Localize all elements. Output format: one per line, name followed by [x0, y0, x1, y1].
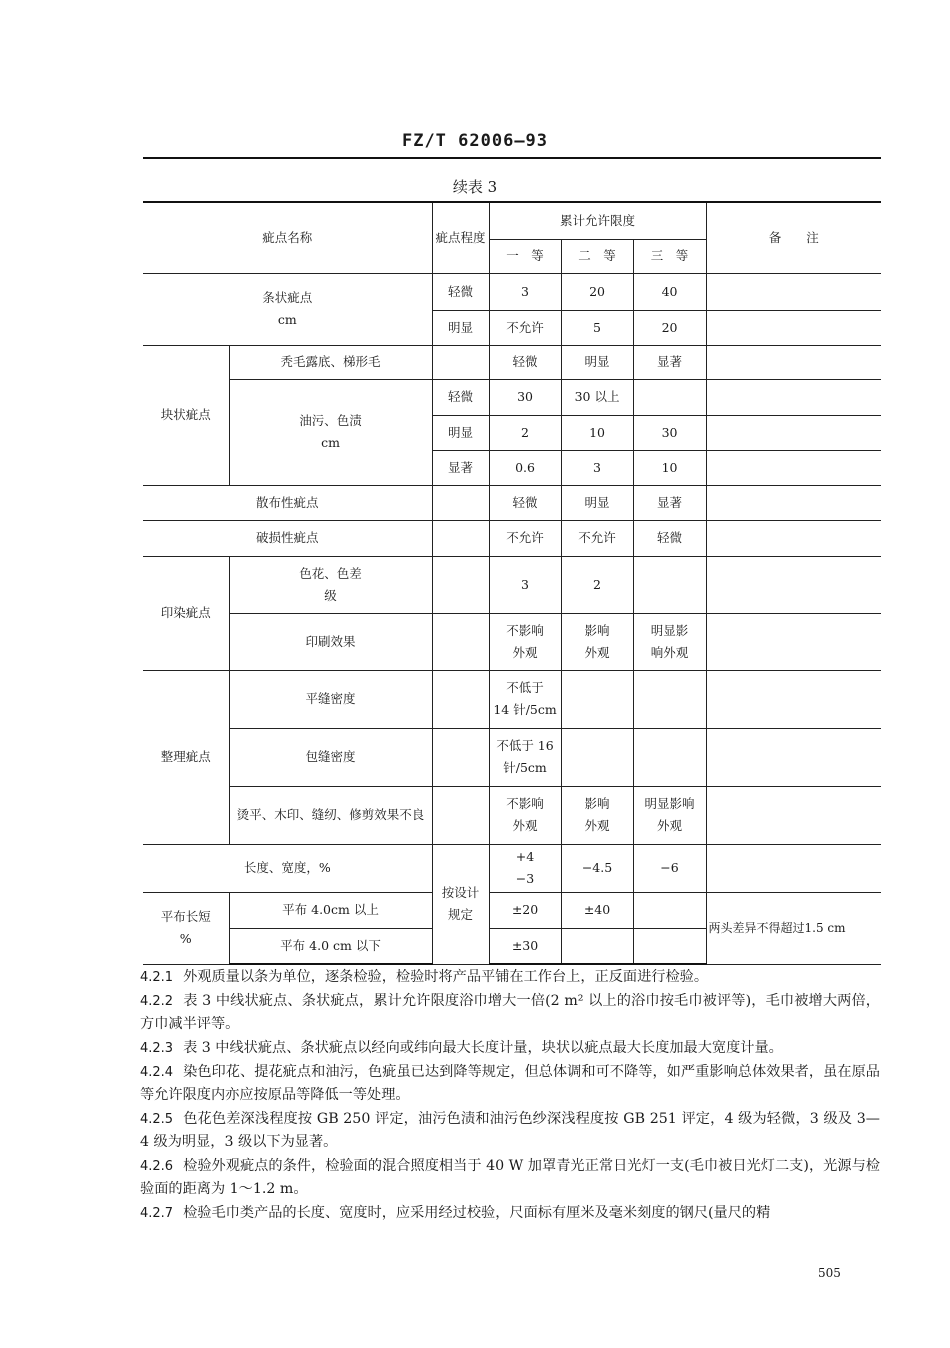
- grade1-cell: [489, 670, 561, 728]
- remark-cell: [706, 728, 881, 786]
- grade3-cell: −6: [633, 844, 706, 892]
- grade2-cell: [561, 670, 633, 728]
- cell-line: 不影响: [506, 622, 544, 638]
- grade3-cell: [633, 928, 706, 964]
- clause-text: 外观质量以条为单位，逐条检验，检验时将产品平铺在工作台上，正反面进行检验。: [183, 969, 709, 985]
- clause-number: 4.2.7: [140, 1206, 174, 1221]
- clause: [140, 1061, 880, 1107]
- cell-line: 规定: [448, 907, 474, 922]
- clause: [140, 1202, 880, 1225]
- grade1-cell: ±30: [489, 928, 561, 964]
- remark-cell: [706, 415, 881, 450]
- grade1-cell: 3: [489, 556, 561, 613]
- degree-cell: 轻微: [432, 379, 489, 415]
- degree-cell: 显著: [432, 450, 489, 485]
- clause: [140, 966, 880, 989]
- clause-text: 染色印花、提花疵点和油污，色疵虽已达到降等规定，但总体调和可不降等，如严重影响总体效果者，虽在原品等允许限度内亦应按原品等降低一等处理。: [140, 1064, 880, 1103]
- clause: [140, 1037, 880, 1060]
- grade2-cell: [561, 728, 633, 786]
- strip-defect-label: [143, 273, 432, 345]
- header-defect-degree: 疵点程度: [432, 202, 489, 273]
- flat-under-name: 平布 4.0 cm 以下: [229, 928, 432, 964]
- flat-length-diff-group: [143, 892, 229, 964]
- grade2-cell: 明显: [561, 485, 633, 520]
- grade3-cell: 显著: [633, 485, 706, 520]
- bald-defect-name: 秃毛露底、梯形毛: [229, 345, 432, 379]
- degree-cell: [432, 485, 489, 520]
- grade2-cell: 5: [561, 310, 633, 345]
- clause: [140, 990, 880, 1036]
- grade2-cell: 10: [561, 415, 633, 450]
- clause-text: 表 3 中线状疵点、条状疵点以经向或纬向最大长度计量，块状以疵点最大长度加最大宽度计量。: [183, 1040, 783, 1056]
- degree-cell: [432, 786, 489, 844]
- cell-line: 外观: [512, 818, 538, 833]
- cell-line: −3: [515, 871, 535, 886]
- grade3-cell: [633, 786, 706, 844]
- grade1-cell: 3: [489, 273, 561, 310]
- grade3-cell: [633, 892, 706, 928]
- grade2-cell: 明显: [561, 345, 633, 379]
- clause-number: 4.2.1: [140, 970, 174, 985]
- cell-line: 针/5cm: [503, 760, 547, 775]
- flat-seam-name: 平缝密度: [229, 670, 432, 728]
- degree-cell: [432, 728, 489, 786]
- strip-defect-name: 条状疵点: [262, 290, 313, 305]
- grade3-cell: [633, 379, 706, 415]
- grade1-cell: [489, 786, 561, 844]
- degree-cell: [432, 345, 489, 379]
- cell-line: 外观: [584, 644, 610, 660]
- remark-cell: [706, 786, 881, 844]
- remark-cell: [706, 670, 881, 728]
- scattered-defect-name: 散布性疵点: [143, 485, 432, 520]
- table-caption: 续表 3: [452, 178, 498, 196]
- degree-cell: [432, 556, 489, 613]
- remark-cell: [706, 844, 881, 892]
- remark-cell: [706, 556, 881, 613]
- grade1-cell: 不允许: [489, 310, 561, 345]
- oil-defect-name: 油污、色渍: [299, 413, 362, 428]
- grade2-cell: 2: [561, 556, 633, 613]
- grade1-cell: [489, 728, 561, 786]
- degree-cell: 轻微: [432, 273, 489, 310]
- clause-number: 4.2.6: [140, 1159, 174, 1174]
- remark-cell: [706, 310, 881, 345]
- degree-cell: 明显: [432, 415, 489, 450]
- cell-line: 外观: [512, 644, 538, 660]
- oil-defect-label: [229, 379, 432, 485]
- grade2-cell: [561, 928, 633, 964]
- header-grade-3: 三 等: [633, 239, 706, 273]
- block-defect-group: 块状疵点: [143, 345, 229, 485]
- clause: [140, 1108, 880, 1154]
- grade2-cell: 20: [561, 273, 633, 310]
- clause-number: 4.2.2: [140, 994, 174, 1009]
- cell-line: 不低于 16: [496, 738, 554, 753]
- grade3-cell: 20: [633, 310, 706, 345]
- grade3-cell: 显著: [633, 345, 706, 379]
- grade3-cell: [633, 670, 706, 728]
- grade1-cell: 2: [489, 415, 561, 450]
- flat-over-name: 平布 4.0cm 以上: [229, 892, 432, 928]
- grade3-cell: [633, 613, 706, 670]
- grade1-cell: [489, 613, 561, 670]
- header-grade-2: 二 等: [561, 239, 633, 273]
- clause: [140, 1155, 880, 1201]
- cell-line: 明显影响: [644, 796, 695, 811]
- cell-line: 外观: [657, 818, 683, 833]
- grade2-cell: −4.5: [561, 844, 633, 892]
- grade2-cell: 3: [561, 450, 633, 485]
- cell-line: %: [179, 931, 192, 946]
- clause-number: 4.2.5: [140, 1112, 174, 1127]
- remark-cell: [706, 485, 881, 520]
- printing-defect-group: 印染疵点: [143, 556, 229, 670]
- cell-line: 外观: [584, 818, 610, 833]
- grade1-cell: ±20: [489, 892, 561, 928]
- length-diff-remark: 两头差异不得超过1.5 cm: [706, 892, 881, 964]
- degree-cell: 明显: [432, 310, 489, 345]
- grade2-cell: ±40: [561, 892, 633, 928]
- grade3-cell: 40: [633, 273, 706, 310]
- print-effect-name: 印刷效果: [229, 613, 432, 670]
- header-remarks: 备 注: [706, 202, 881, 273]
- header-rule: [143, 157, 881, 159]
- grade1-cell: [489, 844, 561, 892]
- cell-line: 影响: [584, 796, 610, 811]
- finishing-defect-group: 整理疵点: [143, 670, 229, 844]
- grade3-cell: 10: [633, 450, 706, 485]
- grade3-cell: [633, 728, 706, 786]
- degree-cell: [432, 520, 489, 556]
- grade3-cell: 轻微: [633, 520, 706, 556]
- damage-defect-name: 破损性疵点: [143, 520, 432, 556]
- grade1-cell: 不允许: [489, 520, 561, 556]
- grade2-cell: [561, 786, 633, 844]
- grade2-cell: 30 以上: [561, 379, 633, 415]
- defect-table: [143, 201, 881, 965]
- cell-line: 按设计: [441, 885, 480, 900]
- color-defect-label: [229, 556, 432, 613]
- grade2-cell: [561, 613, 633, 670]
- clause-number: 4.2.4: [140, 1065, 174, 1080]
- remark-cell: [706, 379, 881, 415]
- cell-line: 不影响: [506, 796, 544, 811]
- header-defect-name: 疵点名称: [143, 202, 432, 273]
- grade3-cell: 30: [633, 415, 706, 450]
- standard-code: FZ/T 62006—93: [401, 131, 549, 151]
- cell-line: +4: [515, 849, 535, 864]
- header-cumulative-limit: 累计允许限度: [489, 202, 706, 239]
- clauses: [140, 966, 880, 1226]
- color-defect-unit: 级: [324, 587, 337, 603]
- degree-cell: [432, 613, 489, 670]
- design-spec-cell: [432, 844, 489, 964]
- cell-line: 明显影: [650, 622, 689, 638]
- overlock-seam-name: 包缝密度: [229, 728, 432, 786]
- grade1-cell: 30: [489, 379, 561, 415]
- clause-text: 色花色差深浅程度按 GB 250 评定，油污色渍和油污色纱深浅程度按 GB 251 评定，4 级为轻微，3 级及 3—4 级为明显，3 级以下为显著。: [140, 1111, 880, 1150]
- grade2-cell: 不允许: [561, 520, 633, 556]
- cell-line: 不低于: [506, 680, 544, 695]
- cell-line: 响外观: [650, 644, 689, 660]
- clause-number: 4.2.3: [140, 1041, 174, 1056]
- clause-text: 检验外观疵点的条件，检验面的混合照度相当于 40 W 加罩青光正常日光灯一支(毛巾被日光灯二支)，光源与检验面的距离为 1～1.2 m。: [140, 1158, 880, 1197]
- length-width-name: 长度、宽度，%: [143, 844, 432, 892]
- strip-defect-unit: cm: [277, 312, 297, 327]
- remark-cell: [706, 613, 881, 670]
- cell-line: 平布长短: [160, 909, 211, 924]
- grade1-cell: 轻微: [489, 345, 561, 379]
- cell-line: 14 针/5cm: [493, 702, 557, 717]
- remark-cell: [706, 345, 881, 379]
- clause-text: 表 3 中线状疵点、条状疵点，累计允许限度浴巾增大一倍(2 m² 以上的浴巾按毛巾被评等)，毛巾被增大两倍，方巾减半评等。: [140, 993, 880, 1032]
- clause-text: 检验毛巾类产品的长度、宽度时，应采用经过校验，尺面标有厘米及毫米刻度的钢尺(量尺的精: [183, 1205, 771, 1221]
- header-grade-1: 一 等: [489, 239, 561, 273]
- remark-cell: [706, 273, 881, 310]
- remark-cell: [706, 450, 881, 485]
- remark-cell: [706, 520, 881, 556]
- color-defect-name: 色花、色差: [299, 565, 362, 581]
- grade1-cell: 轻微: [489, 485, 561, 520]
- cell-line: 影响: [584, 622, 610, 638]
- grade1-cell: 0.6: [489, 450, 561, 485]
- oil-defect-unit: cm: [321, 435, 340, 450]
- ironing-defect-name: 烫平、木印、缝纫、修剪效果不良: [229, 786, 432, 844]
- page-number: 505: [818, 1266, 841, 1280]
- grade3-cell: [633, 556, 706, 613]
- degree-cell: [432, 670, 489, 728]
